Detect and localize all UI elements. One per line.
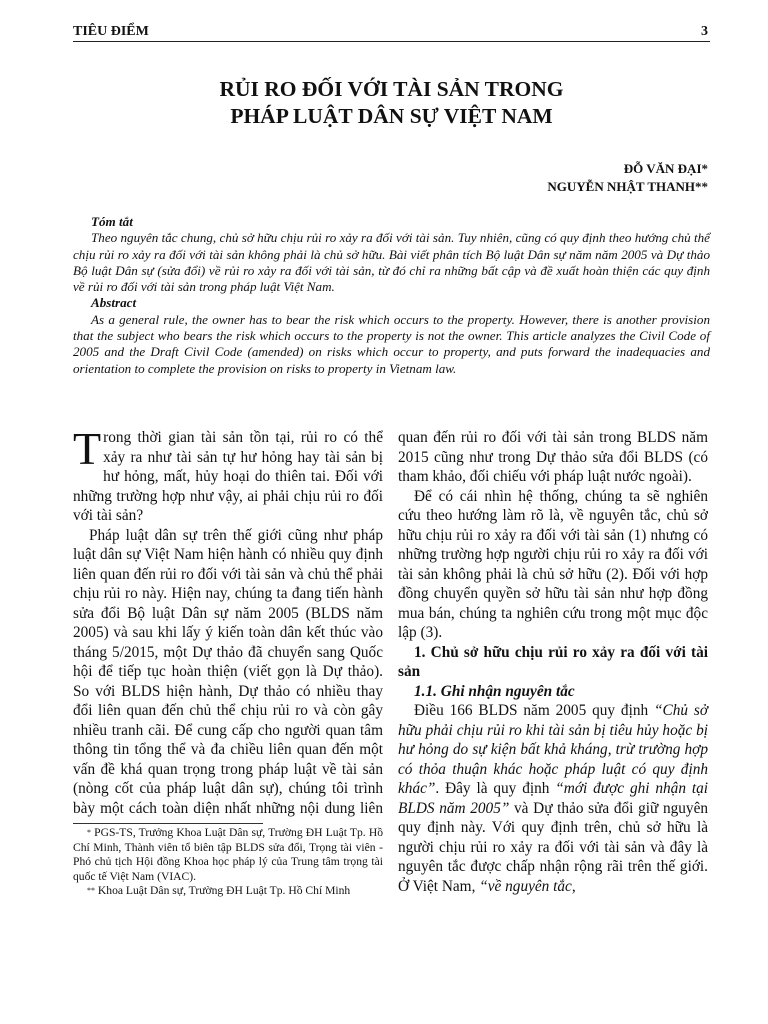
author-2: NGUYỄN NHẬT THANH** — [547, 179, 708, 194]
p4-quote-3: “về nguyên tắc, — [479, 877, 576, 895]
intro-text: rong thời gian tài sản tồn tại, rủi ro có thể xảy ra như tài sản tự hư hỏng hay tài sản bị hư hỏng, mất, hủy hoại do thiên tai. Đối với những trường hợp như vậy, ai phải chịu rủi ro đối với tài sản? — [73, 429, 383, 524]
body-paragraph-4 — [398, 701, 708, 896]
p4-text-b: . Đây là quy định — [435, 780, 556, 797]
summary-heading: Tóm tắt — [91, 214, 133, 229]
section-name: TIÊU ĐIỂM — [73, 24, 149, 39]
title-line-2: PHÁP LUẬT DÂN SỰ VIỆT NAM — [230, 104, 553, 128]
body-paragraph-2: Pháp luật dân sự trên thế giới cũng như pháp luật dân sự Việt Nam hiện hành có nhiều quy định liên quan đến rủi ro đối với tài sản và chủ thể phải chịu rủi ro này. Hiện nay, chúng ta đang tiến hành sửa đổi Bộ luật Dân sự năm 2005 (BLDS năm 2005) và sau khi lấy ý kiến toàn dân kết thúc vào tháng 5/2015, một Dự thảo đã chuyển sang Quốc hội để tiếp tục hoàn thiện (viết gọn là Dự thảo). So với BLDS hiện hành, Dự thảo có nhiều thay đổi liên quan đến chủ thể chịu rủi ro và còn gây nhiều tranh cãi. Để cung cấp cho người quan tâm thông tin tổng thể và đa chiều liên quan đến một vấn đề khá quan trọng trong pháp luật về tài sản (nòng cốt của pháp luật dân sự), chúng tôi trình bày một cách toàn diện nhất những nội dung liên — [73, 526, 383, 817]
author-block — [547, 160, 708, 196]
body-paragraph-3: Để có cái nhìn hệ thống, chúng ta sẽ nghiên cứu theo hướng làm rõ là, về nguyên tắc, chủ sở hữu chịu rủi ro xảy ra đối với tài sản (1) nhưng có những trường hợp người chịu rủi ro xảy ra đối với tài sản không phải là chủ sở hữu (2). Đối với hợp đồng chuyển quyền sở hữu tài sản như hợp đồng mua bán, chúng ta nghiên cứu trong một mục độc lập (3). — [398, 487, 708, 641]
intro-paragraph — [73, 423, 383, 526]
footnote-divider — [73, 823, 263, 824]
footnote-2-text: Khoa Luật Dân sự, Trường ĐH Luật Tp. Hồ Chí Minh — [97, 884, 351, 898]
running-header — [73, 22, 710, 42]
p4-quote-1: “Chủ sở hữu phải chịu rủi ro khi tài sản bị tiêu hủy hoặc bị hư hỏng do sự kiện bất khả kháng, trừ trường hợp có thỏa thuận khác hoặc pháp luật có quy định khác” — [398, 702, 709, 797]
abstract-heading: Abstract — [91, 295, 137, 311]
title-line-1: RỦI RO ĐỐI VỚI TÀI SẢN TRONG — [219, 77, 564, 101]
p4-text-c: và Dự thảo sửa đổi giữ nguyên quy định này. Với quy định trên, chủ sở hữu là người chịu rủi ro xảy ra đối với tài sản và đây là nguyên tắc được chấp nhận rộng rãi trên thế giới. Ở Việt Nam, — [398, 799, 709, 895]
abstract-block — [73, 214, 710, 377]
footnote-2-mark: ** — [87, 886, 95, 896]
subsection-heading-1-1: 1.1. Ghi nhận nguyên tắc — [414, 682, 575, 700]
footnote-1-mark: * — [87, 828, 91, 837]
section-heading-1: 1. Chủ sở hữu chịu rủi ro xảy ra đối với tài sản — [398, 643, 708, 680]
p4-quote-2: “mới được ghi nhận tại BLDS năm 2005” — [398, 780, 708, 817]
summary-text: Theo nguyên tắc chung, chủ sở hữu chịu rủi ro xảy ra đối với tài sản. Tuy nhiên, cũng có quy định theo hướng chủ thể chịu rủi ro xảy ra đối với tài sản không phải là chủ sở hữu. Bài viết phân tích Bộ luật Dân sự năm năm 2005 và Dự thảo Bộ luật Dân sự (sửa đổi) về rủi ro xảy ra đối với tài sản, từ đó chỉ ra những bất cập và đề xuất hoàn thiện các quy định về rủi ro đối với tài sản trong pháp luật Việt Nam. — [73, 230, 710, 295]
footnote-2 — [73, 884, 383, 899]
body-column-left — [73, 423, 383, 818]
footnote-1-text: PGS-TS, Trưởng Khoa Luật Dân sự, Trường ĐH Luật Tp. Hồ Chí Minh, Thành viên tổ biên tập BLDS sửa đổi, Trọng tài viên - Phó chủ tịch Hội đồng Khoa học pháp lý của Trung tâm trọng tài quốc tế Việt Nam (VIAC). — [73, 826, 383, 883]
page-number: 3 — [701, 24, 708, 39]
footnote-1 — [73, 826, 383, 884]
abstract-text: As a general rule, the owner has to bear the risk which occurs to the property. However, there is another provision that the subject who bears the risk which occurs to the property is not the owner. This article analyzes the Civil Code of 2005 and the Draft Civil Code (amended) on risks which occur to property, and puts forward the inadequacies and orientation to complete the provision on risks to property in Vietnam law. — [73, 311, 710, 376]
body-column-right — [398, 428, 708, 896]
continued-paragraph: quan đến rủi ro đối với tài sản trong BLDS năm 2015 cũng như trong Dự thảo sửa đổi BLDS (có tham khảo, đối chiếu với pháp luật nước ngoài). — [398, 429, 708, 485]
footnotes — [73, 826, 383, 899]
dropcap-letter: T — [73, 423, 102, 474]
p4-text-a: Điều 166 BLDS năm 2005 quy định — [414, 702, 654, 719]
author-1: ĐỖ VĂN ĐẠI* — [623, 161, 708, 176]
article-title — [73, 76, 710, 130]
